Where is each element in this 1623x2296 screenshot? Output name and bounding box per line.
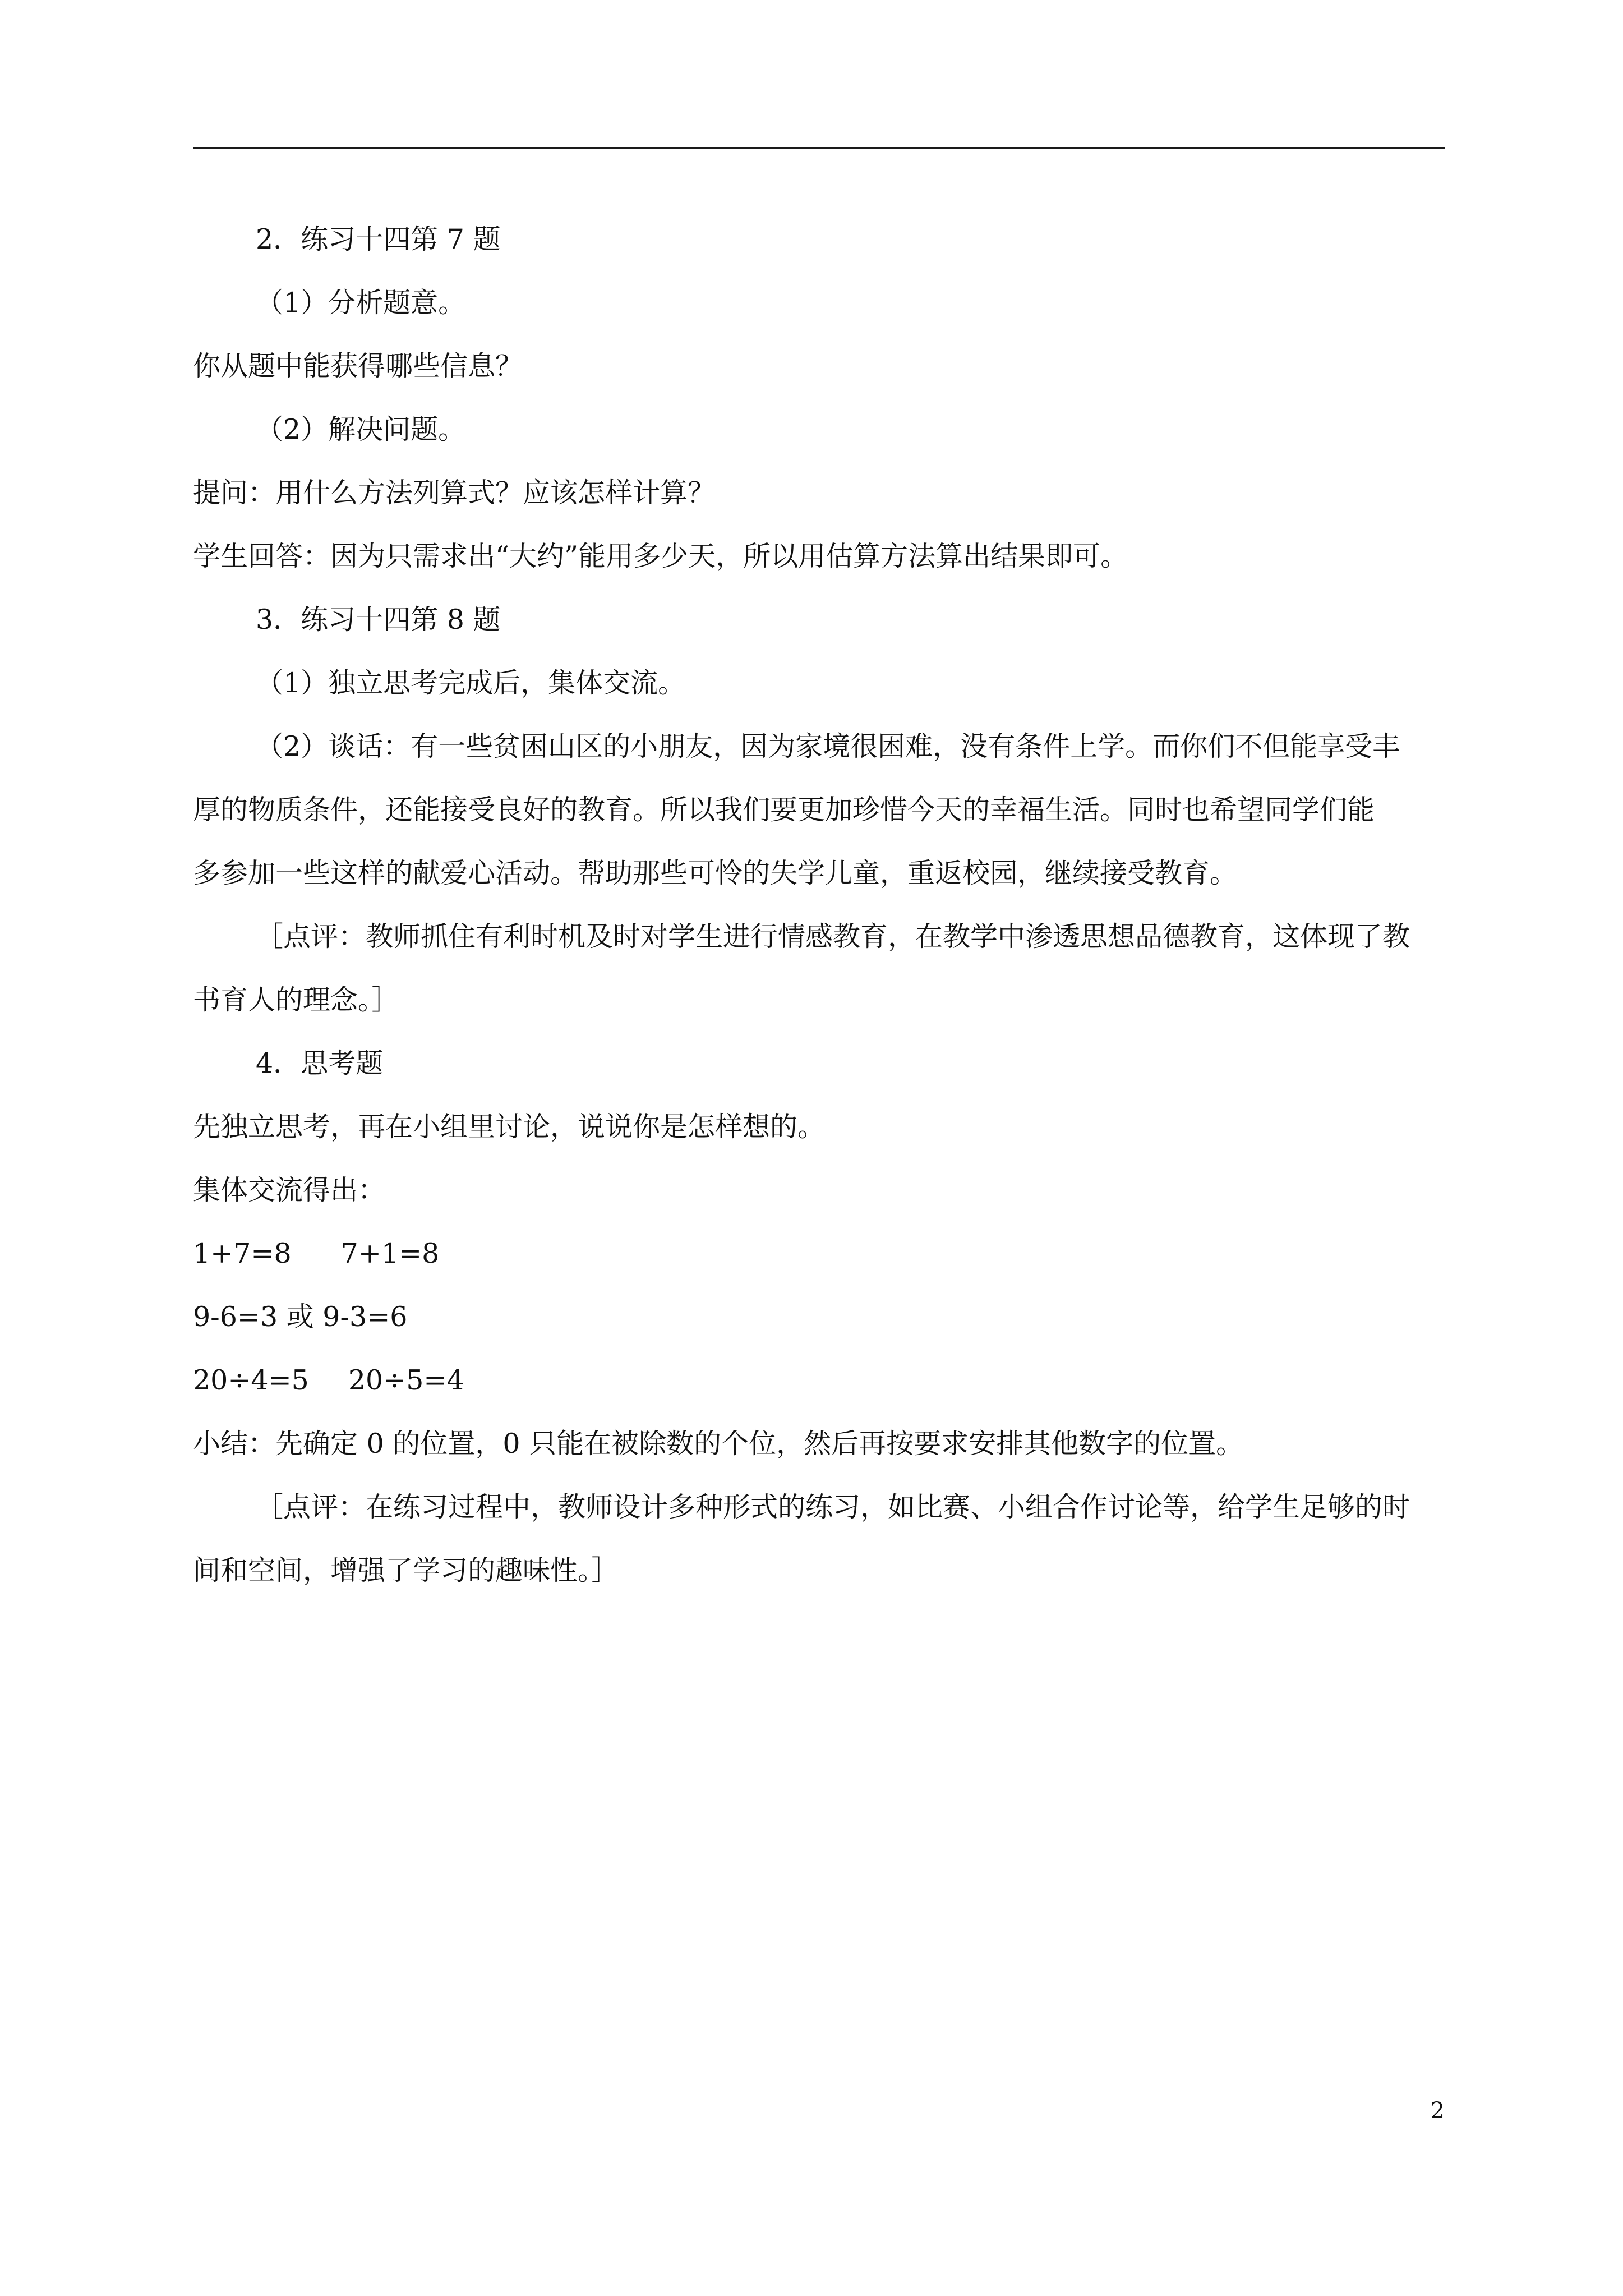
comment-1-line-2: 书育人的理念。］ xyxy=(193,984,399,1016)
talk-line-1: （2）谈话：有一些贫困山区的小朋友，因为家境很困难，没有条件上学。而你们不但能享受丰 xyxy=(256,730,1400,762)
equation-3a: 20÷4=5 xyxy=(193,1364,309,1396)
section-heading-exercise-8: 3．练习十四第 8 题 xyxy=(256,604,501,636)
talk-paragraph xyxy=(193,715,1445,905)
page-number: 2 xyxy=(1430,2098,1445,2124)
talk-line-3: 多参加一些这样的献爱心活动。帮助那些可怜的失学儿童，重返校园，继续接受教育。 xyxy=(193,857,1238,889)
question-info: 你从题中能获得哪些信息？ xyxy=(193,350,523,382)
section-heading-exercise-7: 2．练习十四第 7 题 xyxy=(256,223,501,255)
teacher-question: 提问：用什么方法列算式？应该怎样计算？ xyxy=(193,477,716,509)
equation-row-3 xyxy=(193,1349,1445,1412)
summary: 小结：先确定 0 的位置，0 只能在被除数的个位，然后再按要求安排其他数字的位置。 xyxy=(193,1428,1244,1460)
student-answer: 学生回答：因为只需求出“大约”能用多少天，所以用估算方法算出结果即可。 xyxy=(193,540,1128,572)
equation-1a: 1+7=8 xyxy=(193,1237,292,1269)
step-think-independently: （1）独立思考完成后，集体交流。 xyxy=(256,667,686,699)
talk-line-2: 厚的物质条件，还能接受良好的教育。所以我们要更加珍惜今天的幸福生活。同时也希望同学们能 xyxy=(193,794,1375,826)
comment-2-line-1: ［点评：在练习过程中，教师设计多种形式的练习，如比赛、小组合作讨论等，给学生足够的时 xyxy=(256,1491,1410,1523)
step-analyze: （1）分析题意。 xyxy=(256,287,466,319)
equation-row-1 xyxy=(193,1222,1445,1285)
think-then-discuss: 先独立思考，再在小组里讨论，说说你是怎样想的。 xyxy=(193,1111,826,1143)
section-heading-thinking: 4．思考题 xyxy=(256,1047,384,1079)
equation-row-2: 9-6=3 或 9-3=6 xyxy=(193,1301,408,1333)
document-body xyxy=(193,208,1445,1602)
header-rule xyxy=(193,147,1445,149)
comment-paragraph-2 xyxy=(193,1475,1445,1602)
group-conclusion-label: 集体交流得出： xyxy=(193,1174,386,1206)
equation-3b: 20÷5=4 xyxy=(348,1364,464,1396)
comment-2-line-2: 间和空间，增强了学习的趣味性。］ xyxy=(193,1554,619,1586)
equation-1b: 7+1=8 xyxy=(340,1237,440,1269)
comment-paragraph-1 xyxy=(193,905,1445,1032)
comment-1-line-1: ［点评：教师抓住有利时机及时对学生进行情感教育，在教学中渗透思想品德教育，这体现了教 xyxy=(256,921,1410,953)
step-solve: （2）解决问题。 xyxy=(256,413,466,445)
